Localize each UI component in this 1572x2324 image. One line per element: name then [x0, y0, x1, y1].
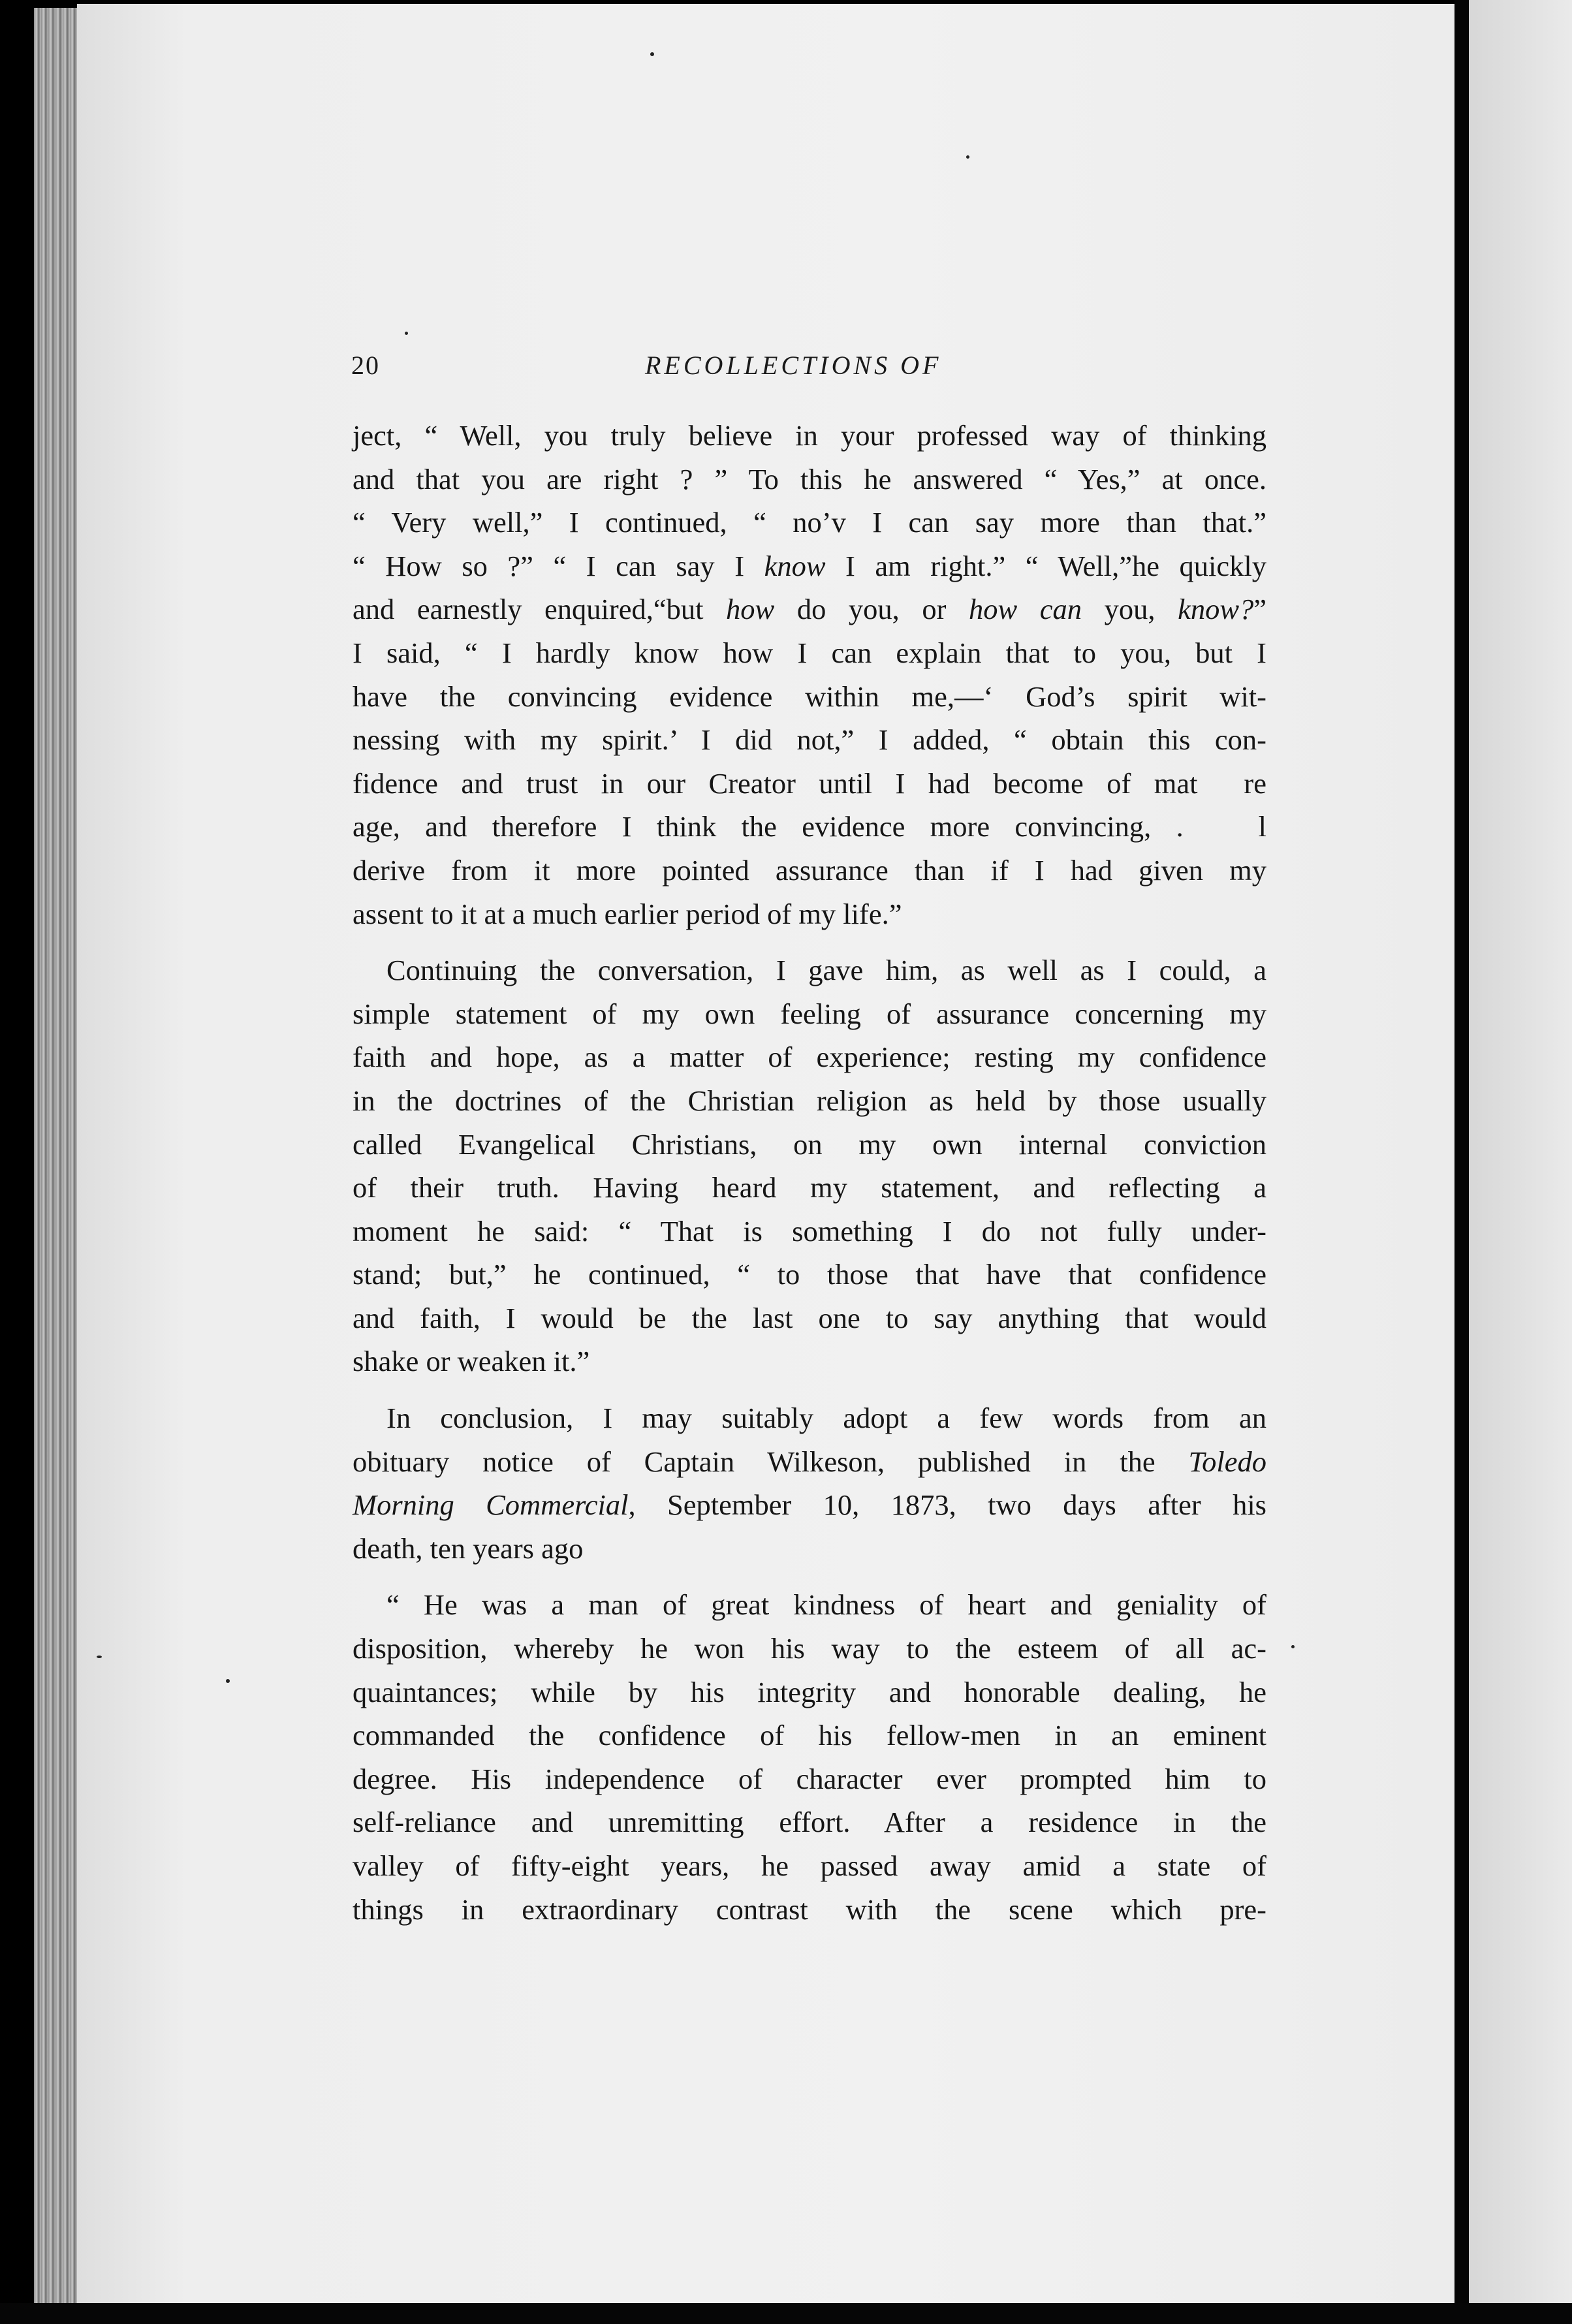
page-number: 20: [351, 351, 380, 380]
dust-speck: [226, 1679, 230, 1683]
dust-speck: [1291, 1645, 1295, 1648]
text-line: have the convincing evidence within me,—‘ God’s spirit wit-: [353, 680, 1266, 713]
text-line: disposition, whereby he won his way to the esteem of all ac-: [353, 1632, 1266, 1665]
facing-page-edge: [1469, 0, 1572, 2324]
dust-speck: [966, 155, 969, 159]
text-line: and earnestly enquired,“but how do you, or how can you, know?”: [353, 593, 1267, 626]
text-line: valley of fifty-eight years, he passed away amid a state of: [353, 1849, 1266, 1882]
text-line: in the doctrines of the Christian religion as held by those usually: [353, 1084, 1266, 1117]
running-head: [351, 350, 1265, 389]
text-line: nessing with my spirit.’ I did not,” I added, “ obtain this con-: [353, 723, 1266, 757]
dust-speck: [405, 332, 408, 335]
text-line: self-reliance and unremitting effort. After a residence in the: [353, 1806, 1266, 1839]
text-line: fidence and trust in our Creator until I had become of mat re: [353, 766, 1266, 800]
paragraph: [353, 1583, 1266, 1931]
text-line: Continuing the conversation, I gave him, as well as I could, a: [386, 954, 1266, 987]
text-line: faith and hope, as a matter of experience; resting my confidence: [353, 1041, 1266, 1074]
text-line: death, ten years ago: [353, 1531, 584, 1565]
text-line: age, and therefore I think the evidence more convincing, . l: [353, 810, 1266, 843]
text-line: obituary notice of Captain Wilkeson, published in the Toledo: [353, 1445, 1266, 1478]
paragraph: [353, 949, 1266, 1383]
text-line: I said, “ I hardly know how I can explain that to you, but I: [353, 636, 1266, 669]
text-line: shake or weaken it.”: [353, 1345, 590, 1378]
text-line: and faith, I would be the last one to say anything that would: [353, 1301, 1266, 1334]
text-line: “ How so ?” “ I can say I know I am right.” “ Well,”he quickly: [353, 549, 1266, 582]
text-line: Morning Commercial, September 10, 1873, two days after his: [353, 1488, 1266, 1522]
text-line: degree. His independence of character ever prompted him to: [353, 1762, 1266, 1795]
text-line: quaintances; while by his integrity and honorable dealing, he: [353, 1675, 1266, 1708]
dust-speck: [650, 52, 654, 56]
body-text: [353, 414, 1266, 1931]
text-line: moment he said: “ That is something I do not fully under-: [353, 1214, 1266, 1248]
paragraph: [353, 1396, 1266, 1570]
text-line: In conclusion, I may suitably adopt a few words from an: [386, 1402, 1266, 1435]
paragraph: [353, 414, 1266, 935]
text-line: simple statement of my own feeling of assurance concerning my: [353, 997, 1266, 1030]
text-line: “ He was a man of great kindness of heart and geniality of: [386, 1588, 1266, 1622]
running-title: RECOLLECTIONS OF: [645, 351, 942, 380]
text-line: commanded the confidence of his fellow-men in an eminent: [353, 1719, 1266, 1752]
dust-speck: [97, 1656, 102, 1658]
text-line: derive from it more pointed assurance than if I had given my: [353, 853, 1266, 887]
text-line: “ Very well,” I continued, “ no’v I can say more than that.”: [353, 506, 1266, 539]
text-line: things in extraordinary contrast with the scene which pre-: [353, 1892, 1266, 1926]
text-line: called Evangelical Christians, on my own internal conviction: [353, 1127, 1266, 1161]
book-gutter: [1454, 0, 1469, 2324]
text-line: stand; but,” he continued, “ to those that have that confidence: [353, 1258, 1266, 1291]
text-line: ject, “ Well, you truly believe in your professed way of thinking: [353, 419, 1266, 452]
text-line: and that you are right ? ” To this he answered “ Yes,” at once.: [353, 462, 1266, 495]
scan-border: [0, 2303, 1572, 2324]
text-line: assent to it at a much earlier period of my life.”: [353, 897, 902, 930]
text-line: of their truth. Having heard my statement, and reflecting a: [353, 1171, 1266, 1204]
